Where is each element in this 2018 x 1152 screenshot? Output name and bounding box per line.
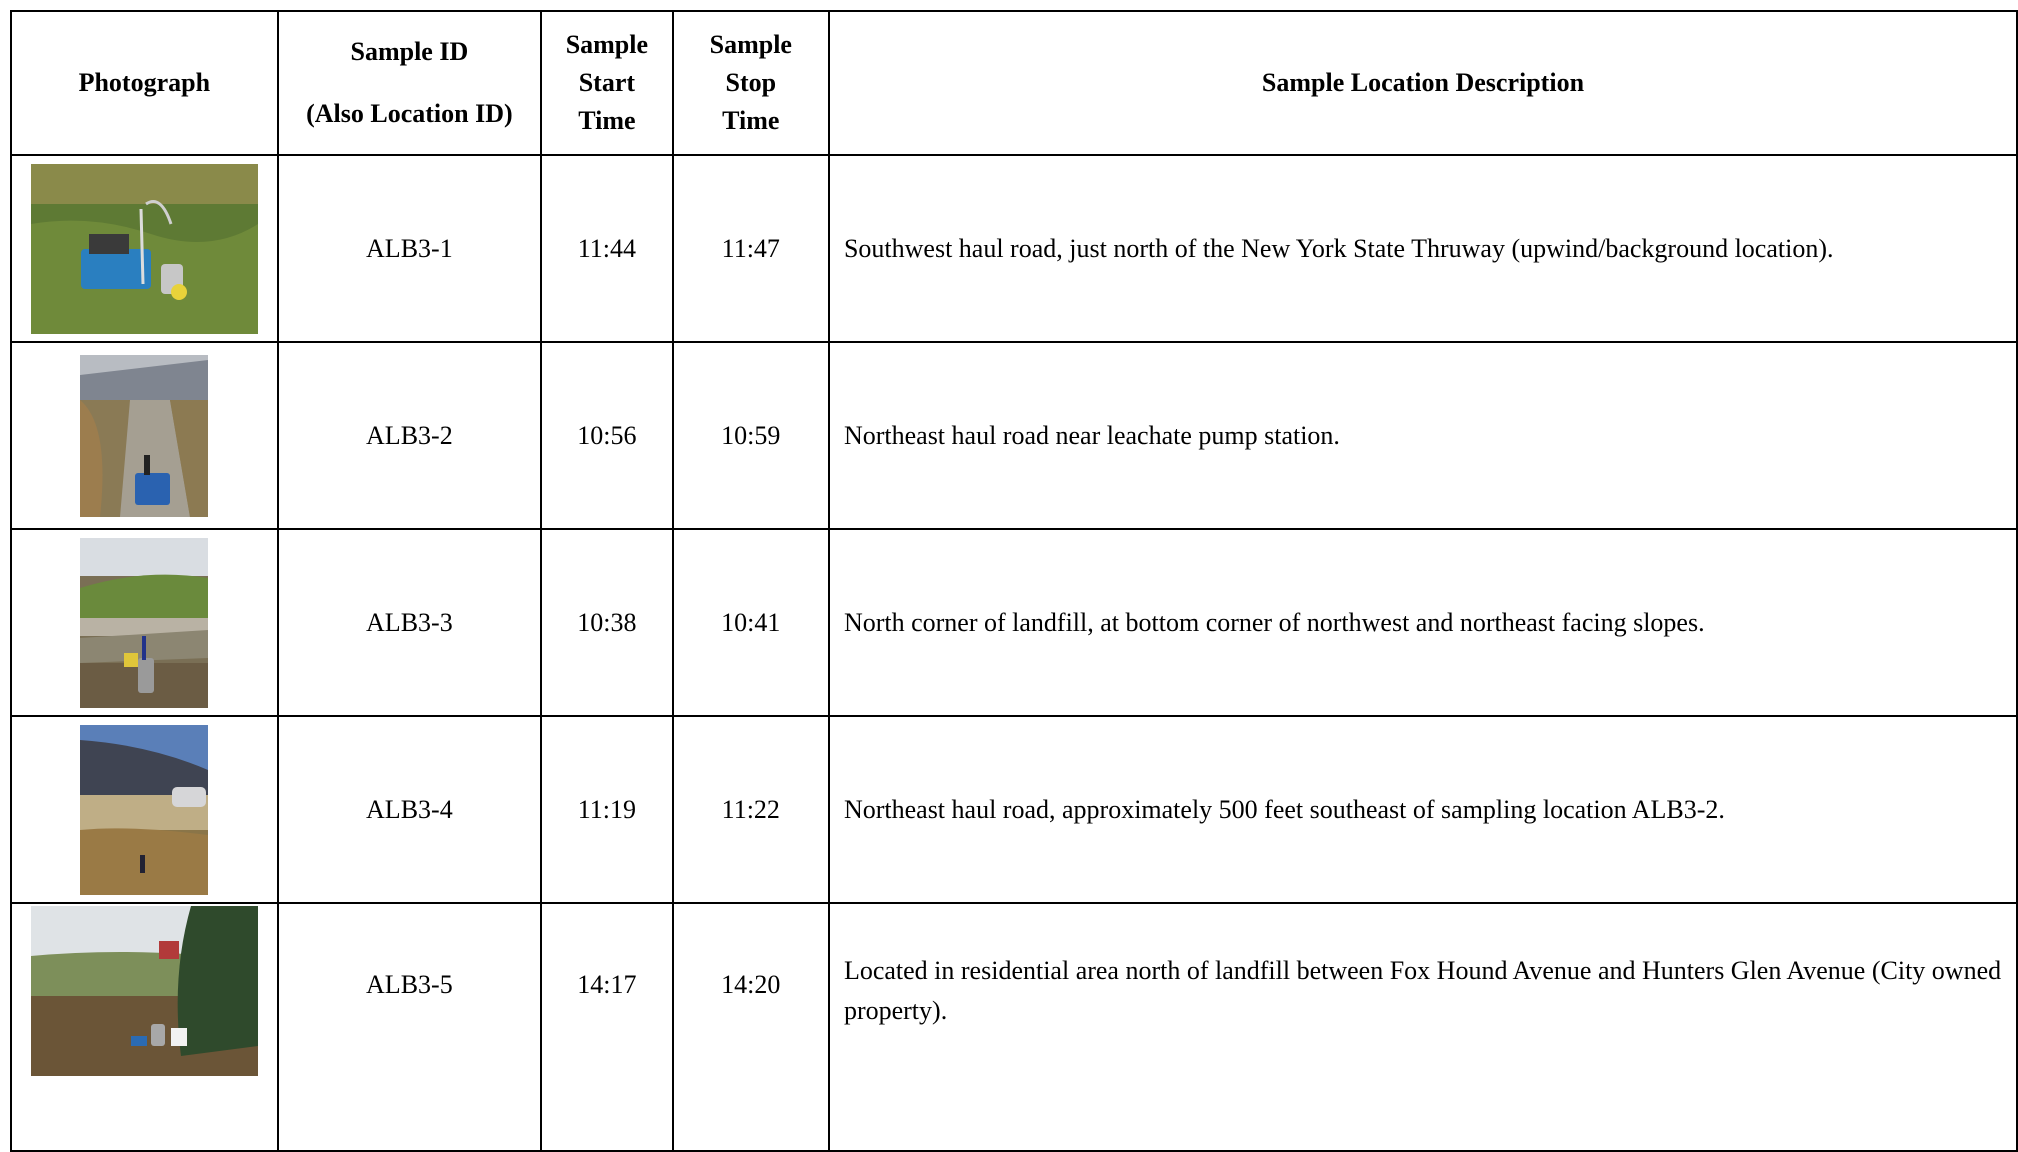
sample-photo-alb3-1 [31, 164, 258, 334]
header-sample-stop-time: Sample Stop Time [673, 11, 829, 155]
description-cell: Northeast haul road, approximately 500 feet southeast of sampling location ALB3-2. [829, 716, 2017, 903]
header-photograph: Photograph [11, 11, 278, 155]
stop-time-cell: 10:41 [673, 529, 829, 716]
description-cell: Northeast haul road near leachate pump station. [829, 342, 2017, 529]
description-cell: Located in residential area north of landfill between Fox Hound Avenue and Hunters Glen Avenue (City owned property). [829, 903, 2017, 1151]
photo-cell [11, 342, 278, 529]
header-sample-id: Sample ID (Also Location ID) [278, 11, 541, 155]
start-time-cell: 11:44 [541, 155, 673, 342]
header-sample-location-description: Sample Location Description [829, 11, 2017, 155]
sample-locations-table [10, 10, 2018, 1152]
sample-photo-alb3-2 [80, 355, 208, 517]
sample-photo-alb3-4 [80, 725, 208, 895]
description-cell: Southwest haul road, just north of the New York State Thruway (upwind/background location). [829, 155, 2017, 342]
stop-time-cell: 14:20 [673, 903, 829, 1151]
description-cell: North corner of landfill, at bottom corner of northwest and northeast facing slopes. [829, 529, 2017, 716]
header-sample-start-time: Sample Start Time [541, 11, 673, 155]
sample-id-cell: ALB3-1 [278, 155, 541, 342]
photo-cell [11, 716, 278, 903]
stop-time-cell: 11:22 [673, 716, 829, 903]
table-row [11, 903, 2017, 1151]
start-time-cell: 14:17 [541, 903, 673, 1151]
table-row [11, 716, 2017, 903]
stop-time-cell: 11:47 [673, 155, 829, 342]
photo-cell [11, 155, 278, 342]
sample-id-cell: ALB3-4 [278, 716, 541, 903]
table-row [11, 155, 2017, 342]
sample-id-cell: ALB3-3 [278, 529, 541, 716]
table-row [11, 342, 2017, 529]
sample-photo-alb3-5 [31, 906, 258, 1076]
stop-time-cell: 10:59 [673, 342, 829, 529]
start-time-cell: 10:56 [541, 342, 673, 529]
photo-cell [11, 903, 278, 1151]
start-time-cell: 10:38 [541, 529, 673, 716]
table-row [11, 529, 2017, 716]
sample-id-cell: ALB3-2 [278, 342, 541, 529]
start-time-cell: 11:19 [541, 716, 673, 903]
sample-photo-alb3-3 [80, 538, 208, 708]
photo-cell [11, 529, 278, 716]
sample-id-cell: ALB3-5 [278, 903, 541, 1151]
header-row [11, 11, 2017, 155]
